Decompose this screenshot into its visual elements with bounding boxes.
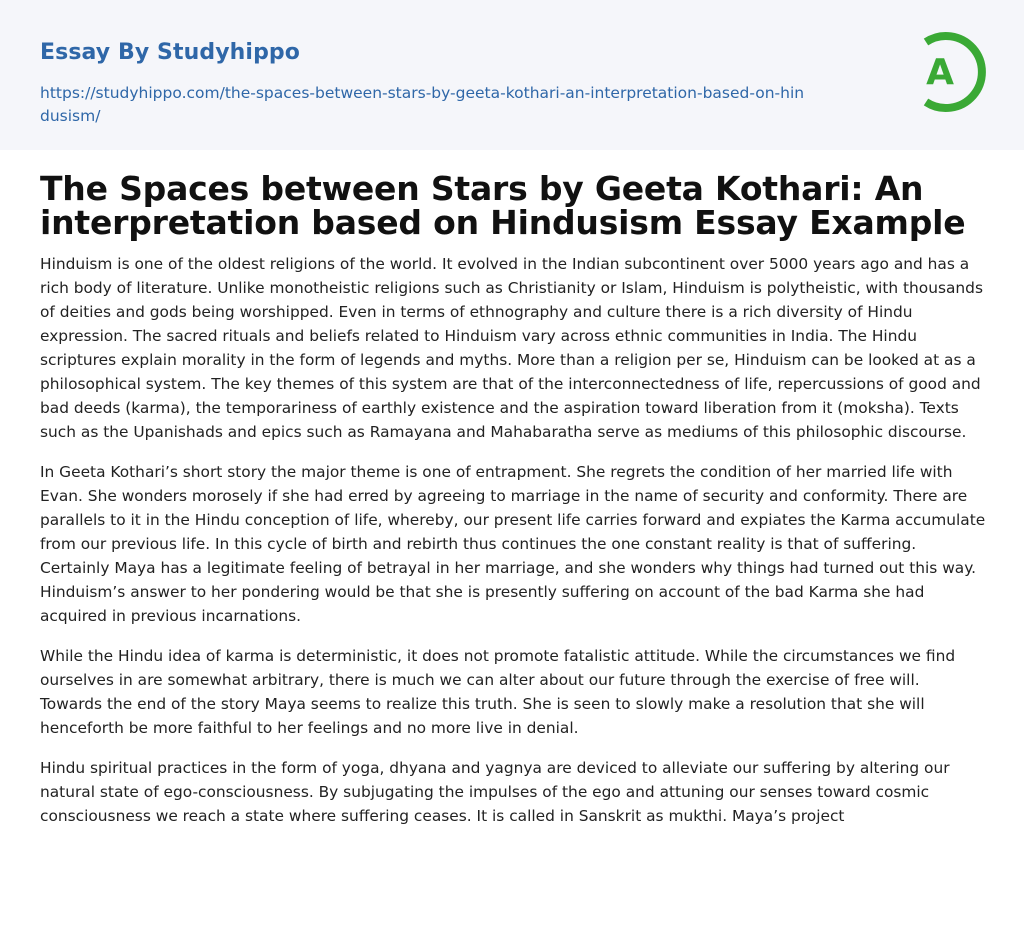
article-paragraph-3: While the Hindu idea of karma is deterministic, it does not promote fatalistic attitude. While the circumstances we find ourselves in are somewhat arbitrary, there is much we can alter about our future through the exercise of free will. Towards the end of the story Maya seems to realize this truth. She is seen to slowly make a resolution that she will henceforth be more faithful to her feelings and no more live in denial. — [40, 647, 956, 737]
logo-letter: A — [926, 52, 954, 93]
article-paragraph-1: Hinduism is one of the oldest religions of the world. It evolved in the Indian subcontinent over 5000 years ago and has a rich body of literature. Unlike monotheistic religions such as Christianity or Islam, Hinduism is polytheistic, with thousands of deities and gods being worshipped. Even in terms of ethnography and culture there is a rich diversity of Hindu expression. The sacred rituals and beliefs related to Hinduism vary across ethnic communities in India. The Hindu scriptures explain morality in the form of legends and myths. More than a religion per se, Hinduism can be looked at as a philosophical system. The key themes of this system are that of the interconnectedness of life, repercussions of good and bad deeds (karma), the temporariness of earthly existence and the aspiration toward liberation from it (moksha). Texts such as the Upanishads and epics such as Ramayana and Mahabaratha serve as mediums of this philosophic discourse. — [40, 255, 983, 441]
article-paragraph-2: In Geeta Kothari’s short story the major theme is one of entrapment. She regrets the condition of her married life with Evan. She wonders morosely if she had erred by agreeing to marriage in the name of security and conformity. There are parallels to it in the Hindu conception of life, whereby, our present life carries forward and expiates the Karma accumulate from our previous life. In this cycle of birth and rebirth thus continues the one constant reality is that of suffering. Certainly Maya has a legitimate feeling of betrayal in her marriage, and she wonders why things had turned out this way. Hinduism’s answer to her pondering would be that she is presently suffering on account of the bad Karma she had acquired in previous incarnations. — [40, 463, 986, 625]
essay-url-link[interactable]: https://studyhippo.com/the-spaces-between-stars-by-geeta-kothari-an-interpretation-based-on-hindusism/ — [40, 84, 805, 125]
site-header — [0, 0, 1024, 150]
article-paragraph-4: Hindu spiritual practices in the form of yoga, dhyana and yagnya are deviced to alleviate our suffering by altering our natural state of ego-consciousness. By subjugating the impulses of the ego and attuning our senses toward cosmic consciousness we reach a state where suffering ceases. It is called in Sanskrit as mukthi. Maya’s project — [40, 759, 950, 825]
site-brand[interactable]: Essay By Studyhippo — [40, 40, 300, 65]
studyhippo-logo-icon[interactable] — [908, 28, 988, 116]
article-title: The Spaces between Stars by Geeta Kothari: An interpretation based on Hindusism Essay Example — [40, 169, 966, 242]
article — [40, 169, 986, 828]
